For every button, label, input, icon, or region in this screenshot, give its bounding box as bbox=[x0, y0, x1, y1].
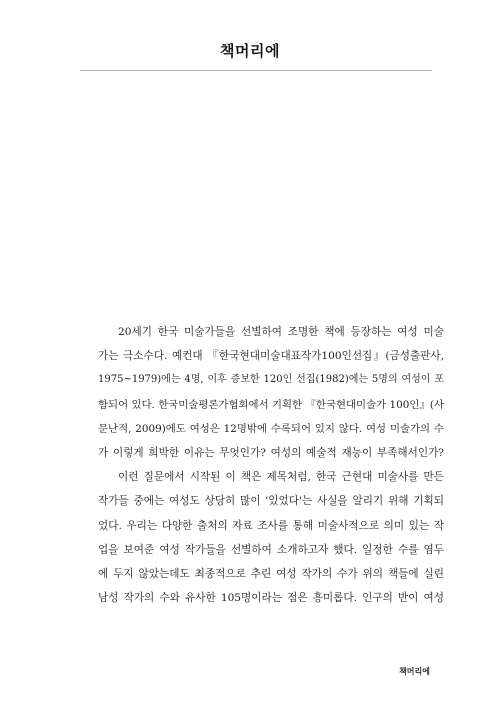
paragraph-1 bbox=[98, 320, 444, 465]
text-line: 었다. 우리는 다양한 출처의 자료 조사를 통해 미술사적으로 의미 있는 작 bbox=[98, 519, 444, 532]
text-line: 가는 극소수다. 예컨대 『한국현대미술대표작가100인선집』(금성출판사, bbox=[98, 350, 444, 363]
text-line: 이런 질문에서 시작된 이 책은 제목처럼, 한국 근현대 미술사를 만든 bbox=[118, 471, 444, 484]
body-text bbox=[98, 320, 444, 610]
text-line: 에 두지 않았는데도 최종적으로 추린 여성 작가의 수가 위의 책들에 실린 bbox=[98, 568, 444, 581]
page-title: 책머리에 bbox=[220, 42, 280, 60]
text-line: 가 이렇게 희박한 이유는 무엇인가? 여성의 예술적 재능이 부족해서인가? bbox=[98, 447, 444, 460]
text-line: 문난적, 2009)에도 여성은 12명밖에 수록되어 있지 않다. 여성 미술가의 수 bbox=[98, 422, 444, 435]
running-footer: 책머리에 bbox=[399, 667, 430, 676]
text-line: 함되어 있다. 한국미술평론가협회에서 기획한 『한국현대미술가 100인』(사 bbox=[98, 398, 444, 411]
text-line: 작가들 중에는 여성도 상당히 많이 '있었다'는 사실을 알리기 위해 기획되 bbox=[98, 495, 444, 508]
title-divider bbox=[80, 70, 432, 71]
text-line: 업을 보여준 여성 작가들을 선별하여 소개하고자 했다. 일정한 수를 염두 bbox=[98, 543, 444, 556]
paragraph-2 bbox=[98, 465, 444, 610]
text-line: 남성 작가의 수와 유사한 105명이라는 점은 흥미롭다. 인구의 반이 여성 bbox=[98, 592, 444, 605]
text-line: 1975~1979)에는 4명, 이후 증보한 120인 선집(1982)에는 5명의 여성이 포 bbox=[98, 374, 444, 386]
text-line: 20세기 한국 미술가들을 선별하여 조명한 책에 등장하는 여성 미술 bbox=[118, 326, 444, 338]
